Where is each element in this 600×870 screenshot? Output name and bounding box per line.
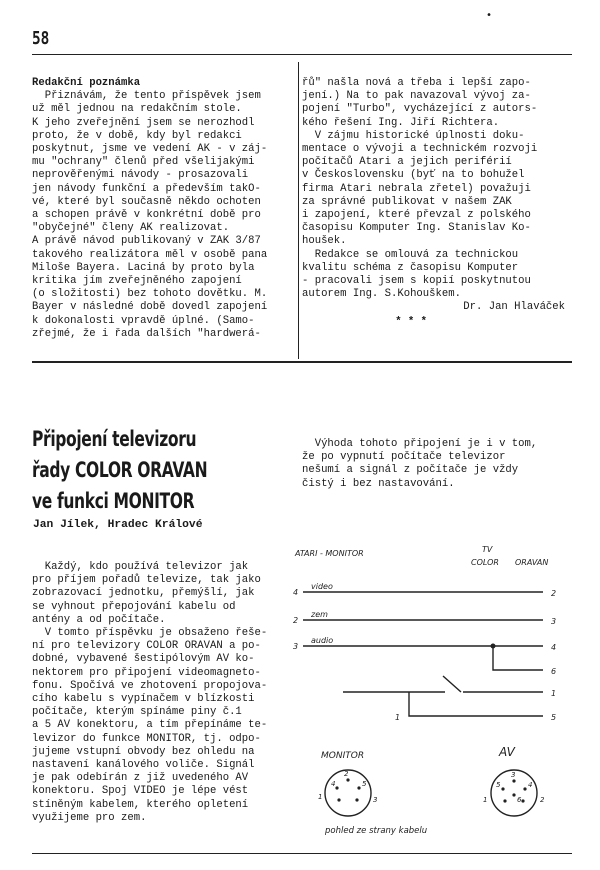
intro-line: že po vypnutí počítače televizor [302,451,506,464]
editorial-line: za správné publikovat v našem ZAK [302,195,512,208]
article-body [32,561,294,825]
monitor-pin-label: 4 [331,780,336,788]
editorial-heading: Redakční poznámka [32,77,141,89]
editorial-line: mu "ochrany" členů před všelijakými [32,156,255,169]
monitor-pin-label: 5 [362,780,367,788]
body-line: a 5 AV konektoru, a tím přepínáme te- [32,719,268,732]
editorial-right-column [302,77,577,329]
body-line: konektoru. Spoj VIDEO je lépe vést [32,785,249,798]
editorial-line: kritika jím zveřejněného zapojení [32,275,242,288]
editorial-line: počítačů Atari a jejich periférií [302,156,512,169]
editorial-line: Bayer v následné době dovedl zapojení [32,301,268,314]
article-title-line: řady COLOR ORAVAN [32,458,208,482]
body-line: jujeme vstupní obvody bez ohledu na [32,745,255,758]
connector-pin [357,786,360,789]
body-line: se vyhnout přepojování kabelu od [32,600,236,613]
editorial-line: kvalitu schéma z časopisu Komputer [302,261,519,274]
av-pin-label: 2 [540,796,545,804]
connector-pin [521,799,524,802]
connector-pin [337,798,340,801]
editorial-line: (o složitosti) bez tohoto dovětku. M. [32,288,268,301]
editorial-line: řů" našla nová a třeba i lepší zapo- [302,77,531,89]
intro-line: čistý i bez nastavování. [302,477,455,490]
article-title [32,424,207,517]
right-pin-video: 2 [551,589,557,598]
editorial-right-text [302,77,577,301]
editorial-line: A právě návod publikovaný v ZAK 3/87 [32,235,261,248]
av-pin-label: 5 [496,781,501,789]
tv-label: TV [482,545,493,554]
ground-label: zem [311,610,328,619]
body-line: využijeme pro zem. [32,811,147,824]
editorial-line: V zájmu historické úplnosti doku- [302,129,525,142]
editorial-line: takového realizátora měl v osobě pana [32,248,268,261]
editorial-line: vé, které byl současně někdo ochoten [32,195,261,208]
editorial-signature: Dr. Jan Hlaváček [463,301,565,314]
editorial-line: jen návody funkční a především takO- [32,182,261,195]
editorial-line: "obyčejné" členy AK realizovat. [32,222,230,235]
connector-pin [335,786,338,789]
editorial-line: mentace o vývoji a technickém rozvoji [302,143,538,156]
body-line: nastavení kanálového voliče. Signál [32,759,255,772]
body-line: nektorem pro připojení videomagneto- [32,666,261,679]
left-pin-ground: 2 [293,616,299,625]
page-number: 58 [32,28,50,49]
editorial-line: kého řešení Ing. Jiří Richtera. [302,116,500,129]
editorial-line: proto, že v době, kdy byl redakci [32,129,242,142]
intro-line: Výhoda tohoto připojení je i v tom, [302,438,538,450]
editorial-stars: * * * [395,315,427,328]
body-line: levizor do funkce MONITOR, tj. odpo- [32,732,261,745]
editorial-line: K jeho zveřejnění jsem se nerozhodl [32,116,255,129]
editorial-bottom-rule [32,361,572,363]
editorial-line: k dokonalosti vpravdě úplné. (Samo- [32,314,255,327]
monitor-pin-label: 3 [373,796,378,804]
editorial-line: autorem Ing. S.Kohouškem. [302,288,461,301]
av-pin-label: 3 [511,771,516,779]
article-title-line: Připojení televizoru [32,427,197,451]
editorial-line: houšek. [302,235,347,248]
monitor-connector-label: MONITOR [321,751,365,761]
av-pin-label: 6 [517,796,522,804]
connector-pin [512,779,515,782]
right-pin-switch: 1 [551,689,557,698]
editorial-line: Přiznávám, že tento příspěvek jsem [32,90,261,103]
editorial-line: časopisu Komputer Ing. Stanislav Ko- [302,222,531,235]
body-line: stíněným kabelem, kterého opletení [32,798,249,811]
monitor-pin-label: 1 [318,793,323,801]
switch-return-wire [409,692,543,716]
av-pin-label: 1 [483,796,488,804]
article-bottom-rule [32,853,572,854]
av-pin-label: 4 [528,781,533,789]
editorial-column-divider [298,62,299,359]
left-pin-video: 4 [293,588,299,597]
editorial-line: a schopen právě v konkrétní době pro [32,209,261,222]
left-pin-audio: 3 [293,642,299,651]
connector-pin [503,799,506,802]
junction-dot [491,644,496,649]
oravan-label: ORAVAN [515,558,549,567]
connector-pin [501,787,504,790]
body-line: počítače, kterým spínáme piny č.1 [32,706,242,719]
editorial-line: pojení "Turbo", vycházející z autors- [302,103,538,116]
video-label: video [311,582,333,591]
connector-pin [523,787,526,790]
body-line: dobné, vybavené šestipólovým AV ko- [32,653,255,666]
editorial-line: neprověřenými návody - prosazovali [32,169,249,182]
wiring-diagram [285,540,585,840]
article-title-line: ve funkci MONITOR [32,489,195,513]
body-line: V tomto příspěvku je obsaženo řeše- [32,627,268,640]
connector-pin [346,778,349,781]
right-pin-audio: 4 [551,643,557,652]
atari-monitor-label: ATARI - MONITOR [295,549,364,558]
article-intro [302,438,577,491]
right-pin-ground: 3 [551,617,557,626]
page-marker: • [486,10,493,21]
editorial-line: firma Atari nebrala zřetel) považuji [302,182,531,195]
diagram-caption: pohled ze strany kabelu [325,826,428,836]
body-line: Každý, kdo používá televizor jak [32,561,249,573]
left-pin-switch: 1 [395,713,401,722]
audio-branch-wire [493,646,543,670]
audio-label: audio [311,636,334,645]
connector-pin [512,793,515,796]
editorial-line: - pracovali jsem s kopií poskytnutou [302,275,531,288]
body-line: zobrazovací jednotku, přemýšlí, jak [32,587,255,600]
editorial-line: poskytnut, jsme ve vedení AK - v záj- [32,143,268,156]
editorial-line: Miloše Bayera. Laciná by proto byla [32,261,255,274]
connector-pin [355,798,358,801]
body-line: cího kabelu s vypínačem v blízkosti [32,693,255,706]
body-line: antény a od počítače. [32,613,166,626]
editorial-line: Redakce se omlouvá za technickou [302,248,519,261]
body-line: fonu. Spočívá ve zhotovení propojova- [32,679,268,692]
intro-line: nešumí a signál z počítače je vždy [302,464,519,477]
editorial-left-text [32,90,294,341]
right-pin-switch-lower: 5 [551,713,557,722]
editorial-line: zřejmé, že i řada dalších "hardwerá- [32,327,261,340]
editorial-line: v Československu (byť na to bohužel [302,169,525,182]
av-connector-label: AV [499,745,515,759]
article-author: Jan Jílek, Hradec Králové [33,519,203,531]
editorial-left-column [32,77,294,341]
body-line: pro příjem pořadů televize, tak jako [32,574,261,587]
monitor-pin-label: 2 [344,770,349,778]
body-line: je pak odebírán z již uvedeného AV [32,772,249,785]
editorial-line: jení.) Na to pak navazoval vývoj za- [302,90,531,103]
color-label: COLOR [471,558,499,567]
header-rule [32,54,572,55]
body-line: ní pro televizory COLOR ORAVAN a po- [32,640,261,653]
right-pin-six: 6 [551,667,557,676]
switch-blade [443,676,461,692]
editorial-line: i zapojení, které převzal z polského [302,209,531,222]
editorial-line: už měl jednou na redakčním stole. [32,103,242,116]
